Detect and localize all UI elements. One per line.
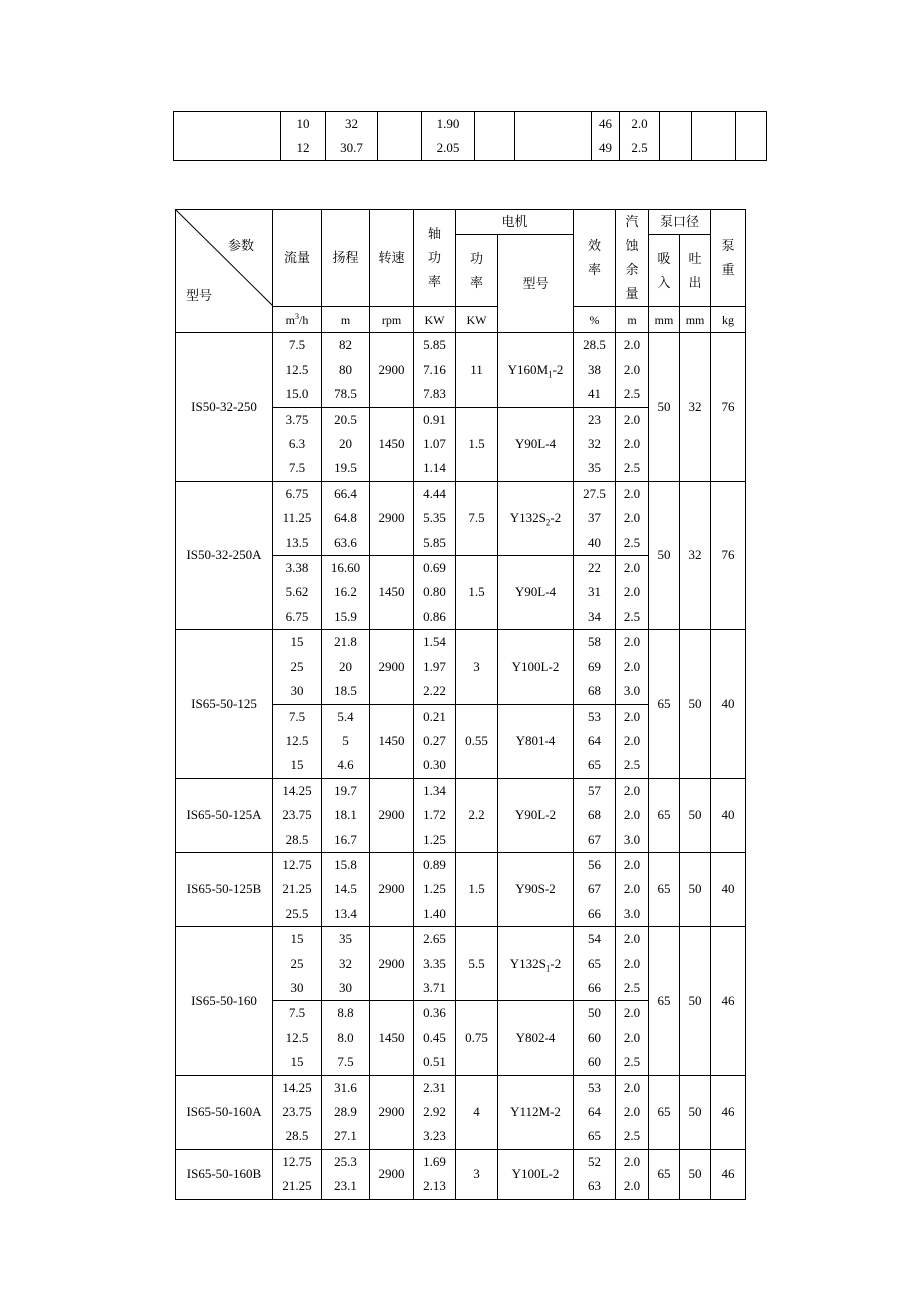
- efficiency-cell: 53 64 65: [574, 1075, 616, 1149]
- head-unit: m: [322, 307, 370, 333]
- suction-cell: 65: [649, 778, 680, 852]
- efficiency-cell: 58 69 68: [574, 630, 616, 704]
- motor-header: 电机: [456, 210, 574, 235]
- pump-group-row: [176, 852, 746, 926]
- discharge-header: 吐 出: [680, 235, 711, 307]
- speed-cell: 1450: [370, 407, 414, 481]
- speed-cell: 2900: [370, 630, 414, 704]
- efficiency-cell: 53 64 65: [574, 704, 616, 778]
- discharge-unit: mm: [680, 307, 711, 333]
- suction-cell: 50: [649, 333, 680, 481]
- empty-cell: [736, 112, 767, 161]
- shaft-power-cell: 0.69 0.80 0.86: [414, 556, 456, 630]
- speed-cell: 1450: [370, 556, 414, 630]
- speed-cell: 2900: [370, 852, 414, 926]
- motor-power-cell: 11: [456, 333, 498, 407]
- head-cell: 16.60 16.2 15.9: [322, 556, 370, 630]
- flow-cell: 7.5 12.5 15.0: [273, 333, 322, 407]
- discharge-cell: 50: [680, 852, 711, 926]
- motor-model-cell: Y112M-2: [498, 1075, 574, 1149]
- speed-cell: 2900: [370, 1075, 414, 1149]
- pump-group-row: [176, 778, 746, 852]
- motor-model-cell: Y90L-4: [498, 407, 574, 481]
- npsh-cell: 2.0 2.0 3.0: [616, 852, 649, 926]
- shaft-power-cell: 0.36 0.45 0.51: [414, 1001, 456, 1075]
- npsh-cell: 2.0 2.5: [620, 112, 660, 161]
- pump-group-row: [176, 630, 746, 704]
- efficiency-cell: 57 68 67: [574, 778, 616, 852]
- pump-group-row: [176, 927, 746, 1001]
- empty-cell: [174, 112, 281, 161]
- speed-cell: 1450: [370, 1001, 414, 1075]
- flow-cell: 6.75 11.25 13.5: [273, 481, 322, 555]
- flow-cell: 3.38 5.62 6.75: [273, 556, 322, 630]
- npsh-cell: 2.0 2.0 2.5: [616, 1001, 649, 1075]
- flow-cell: 3.75 6.3 7.5: [273, 407, 322, 481]
- motor-model-cell: Y802-4: [498, 1001, 574, 1075]
- shaft-power-cell: 0.91 1.07 1.14: [414, 407, 456, 481]
- model-cell: IS50-32-250: [176, 333, 273, 481]
- speed-header: 转速: [370, 210, 414, 307]
- shaft-power-header: 轴 功 率: [414, 210, 456, 307]
- discharge-cell: 50: [680, 630, 711, 778]
- weight-cell: 40: [711, 778, 746, 852]
- npsh-cell: 2.0 2.0 2.5: [616, 481, 649, 555]
- pump-group-row: [176, 1149, 746, 1199]
- head-cell: 20.5 20 19.5: [322, 407, 370, 481]
- efficiency-cell: 22 31 34: [574, 556, 616, 630]
- shaft-power-cell: 2.31 2.92 3.23: [414, 1075, 456, 1149]
- suction-cell: 65: [649, 630, 680, 778]
- motor-power-cell: 7.5: [456, 481, 498, 555]
- discharge-cell: 50: [680, 1075, 711, 1149]
- motor-power-cell: 3: [456, 630, 498, 704]
- empty-cell: [660, 112, 692, 161]
- motor-power-cell: 4: [456, 1075, 498, 1149]
- speed-cell: 2900: [370, 333, 414, 407]
- head-cell: 82 80 78.5: [322, 333, 370, 407]
- empty-cell: [378, 112, 422, 161]
- motor-power-cell: 1.5: [456, 852, 498, 926]
- npsh-cell: 2.0 2.0: [616, 1149, 649, 1199]
- pump-group-row: [176, 333, 746, 407]
- motor-model-cell: Y801-4: [498, 704, 574, 778]
- head-header: 扬程: [322, 210, 370, 307]
- motor-model-cell: Y100L-2: [498, 1149, 574, 1199]
- pump-spec-table: [175, 209, 746, 1200]
- discharge-cell: 50: [680, 778, 711, 852]
- suction-cell: 65: [649, 927, 680, 1075]
- speed-cell: 2900: [370, 778, 414, 852]
- model-cell: IS65-50-160A: [176, 1075, 273, 1149]
- motor-power-header: 功 率: [456, 235, 498, 307]
- flow-cell: 7.5 12.5 15: [273, 704, 322, 778]
- head-cell: 8.8 8.0 7.5: [322, 1001, 370, 1075]
- flow-cell: 10 12: [281, 112, 326, 161]
- npsh-cell: 2.0 2.0 2.5: [616, 333, 649, 407]
- speed-cell: 2900: [370, 1149, 414, 1199]
- shaft-power-cell: 1.34 1.72 1.25: [414, 778, 456, 852]
- flow-header: 流量: [273, 210, 322, 307]
- motor-power-cell: 1.5: [456, 407, 498, 481]
- efficiency-cell: 50 60 60: [574, 1001, 616, 1075]
- efficiency-cell: 52 63: [574, 1149, 616, 1199]
- discharge-cell: 32: [680, 481, 711, 629]
- shaft-power-cell: 1.54 1.97 2.22: [414, 630, 456, 704]
- npsh-cell: 2.0 2.0 2.5: [616, 556, 649, 630]
- flow-cell: 15 25 30: [273, 630, 322, 704]
- weight-cell: 46: [711, 927, 746, 1075]
- weight-header: 泵 重: [711, 210, 746, 307]
- npsh-cell: 2.0 2.0 2.5: [616, 927, 649, 1001]
- npsh-cell: 2.0 2.0 2.5: [616, 704, 649, 778]
- empty-cell: [475, 112, 515, 161]
- motor-power-cell: 3: [456, 1149, 498, 1199]
- weight-cell: 40: [711, 630, 746, 778]
- shaft-power-cell: 1.69 2.13: [414, 1149, 456, 1199]
- motor-power-cell: 1.5: [456, 556, 498, 630]
- suction-cell: 50: [649, 481, 680, 629]
- model-cell: IS50-32-250A: [176, 481, 273, 629]
- model-cell: IS65-50-125B: [176, 852, 273, 926]
- motor-model-cell: $Y132S_2-2$: [498, 481, 574, 555]
- flow-unit: $m^3/h$: [273, 307, 322, 333]
- efficiency-cell: 46 49: [592, 112, 620, 161]
- shaft-power-cell: 2.65 3.35 3.71: [414, 927, 456, 1001]
- head-cell: 31.6 28.9 27.1: [322, 1075, 370, 1149]
- npsh-cell: 2.0 2.0 2.5: [616, 407, 649, 481]
- speed-cell: 2900: [370, 481, 414, 555]
- shaft-power-unit: KW: [414, 307, 456, 333]
- head-cell: 5.4 5 4.6: [322, 704, 370, 778]
- motor-power-unit: KW: [456, 307, 498, 333]
- header-row-1: [176, 210, 746, 235]
- port-header: 泵口径: [649, 210, 711, 235]
- continued-table-fragment: [173, 111, 767, 161]
- speed-cell: 1450: [370, 704, 414, 778]
- weight-cell: 76: [711, 333, 746, 481]
- motor-model-cell: Y90S-2: [498, 852, 574, 926]
- pump-group-row: [176, 1075, 746, 1149]
- suction-unit: mm: [649, 307, 680, 333]
- weight-cell: 76: [711, 481, 746, 629]
- head-cell: 66.4 64.8 63.6: [322, 481, 370, 555]
- motor-model-cell: Y90L-2: [498, 778, 574, 852]
- npsh-unit: m: [616, 307, 649, 333]
- shaft-power-cell: 1.90 2.05: [422, 112, 475, 161]
- motor-power-cell: 5.5: [456, 927, 498, 1001]
- head-cell: 25.3 23.1: [322, 1149, 370, 1199]
- weight-cell: 46: [711, 1149, 746, 1199]
- weight-cell: 46: [711, 1075, 746, 1149]
- motor-model-cell: $Y160M_1-2$: [498, 333, 574, 407]
- motor-model-cell: Y90L-4: [498, 556, 574, 630]
- npsh-header: 汽 蚀 余 量: [616, 210, 649, 307]
- speed-unit: rpm: [370, 307, 414, 333]
- npsh-cell: 2.0 2.0 3.0: [616, 778, 649, 852]
- flow-cell: 7.5 12.5 15: [273, 1001, 322, 1075]
- motor-model-cell: $Y132S_1-2$: [498, 927, 574, 1001]
- empty-cell: [692, 112, 736, 161]
- shaft-power-cell: 0.21 0.27 0.30: [414, 704, 456, 778]
- discharge-cell: 32: [680, 333, 711, 481]
- discharge-cell: 50: [680, 1149, 711, 1199]
- flow-cell: 12.75 21.25: [273, 1149, 322, 1199]
- flow-cell: 14.25 23.75 28.5: [273, 778, 322, 852]
- motor-model-header: 型号: [498, 235, 574, 333]
- fragment-row: [174, 112, 767, 161]
- empty-cell: [515, 112, 592, 161]
- head-cell: 32 30.7: [326, 112, 378, 161]
- efficiency-unit: %: [574, 307, 616, 333]
- suction-cell: 65: [649, 1075, 680, 1149]
- pump-table-body: [176, 333, 746, 1199]
- shaft-power-cell: 5.85 7.16 7.83: [414, 333, 456, 407]
- efficiency-cell: 23 32 35: [574, 407, 616, 481]
- pump-group-row: [176, 481, 746, 555]
- head-cell: 19.7 18.1 16.7: [322, 778, 370, 852]
- model-label: 型号: [186, 288, 213, 303]
- model-cell: IS65-50-125: [176, 630, 273, 778]
- shaft-power-cell: 4.44 5.35 5.85: [414, 481, 456, 555]
- flow-cell: 12.75 21.25 25.5: [273, 852, 322, 926]
- motor-power-cell: 0.75: [456, 1001, 498, 1075]
- motor-model-cell: Y100L-2: [498, 630, 574, 704]
- efficiency-cell: 54 65 66: [574, 927, 616, 1001]
- model-cell: IS65-50-160: [176, 927, 273, 1075]
- efficiency-cell: 56 67 66: [574, 852, 616, 926]
- suction-cell: 65: [649, 1149, 680, 1199]
- efficiency-cell: 28.5 38 41: [574, 333, 616, 407]
- discharge-cell: 50: [680, 927, 711, 1075]
- suction-cell: 65: [649, 852, 680, 926]
- efficiency-header: 效 率: [574, 210, 616, 307]
- diagonal-header-cell: [176, 210, 273, 333]
- head-cell: 21.8 20 18.5: [322, 630, 370, 704]
- flow-cell: 14.25 23.75 28.5: [273, 1075, 322, 1149]
- efficiency-cell: 27.5 37 40: [574, 481, 616, 555]
- npsh-cell: 2.0 2.0 3.0: [616, 630, 649, 704]
- npsh-cell: 2.0 2.0 2.5: [616, 1075, 649, 1149]
- head-cell: 35 32 30: [322, 927, 370, 1001]
- motor-power-cell: 2.2: [456, 778, 498, 852]
- model-cell: IS65-50-160B: [176, 1149, 273, 1199]
- param-label: 参数: [227, 238, 254, 253]
- shaft-power-cell: 0.89 1.25 1.40: [414, 852, 456, 926]
- head-cell: 15.8 14.5 13.4: [322, 852, 370, 926]
- suction-header: 吸 入: [649, 235, 680, 307]
- speed-cell: 2900: [370, 927, 414, 1001]
- motor-power-cell: 0.55: [456, 704, 498, 778]
- flow-cell: 15 25 30: [273, 927, 322, 1001]
- model-cell: IS65-50-125A: [176, 778, 273, 852]
- weight-cell: 40: [711, 852, 746, 926]
- weight-unit: kg: [711, 307, 746, 333]
